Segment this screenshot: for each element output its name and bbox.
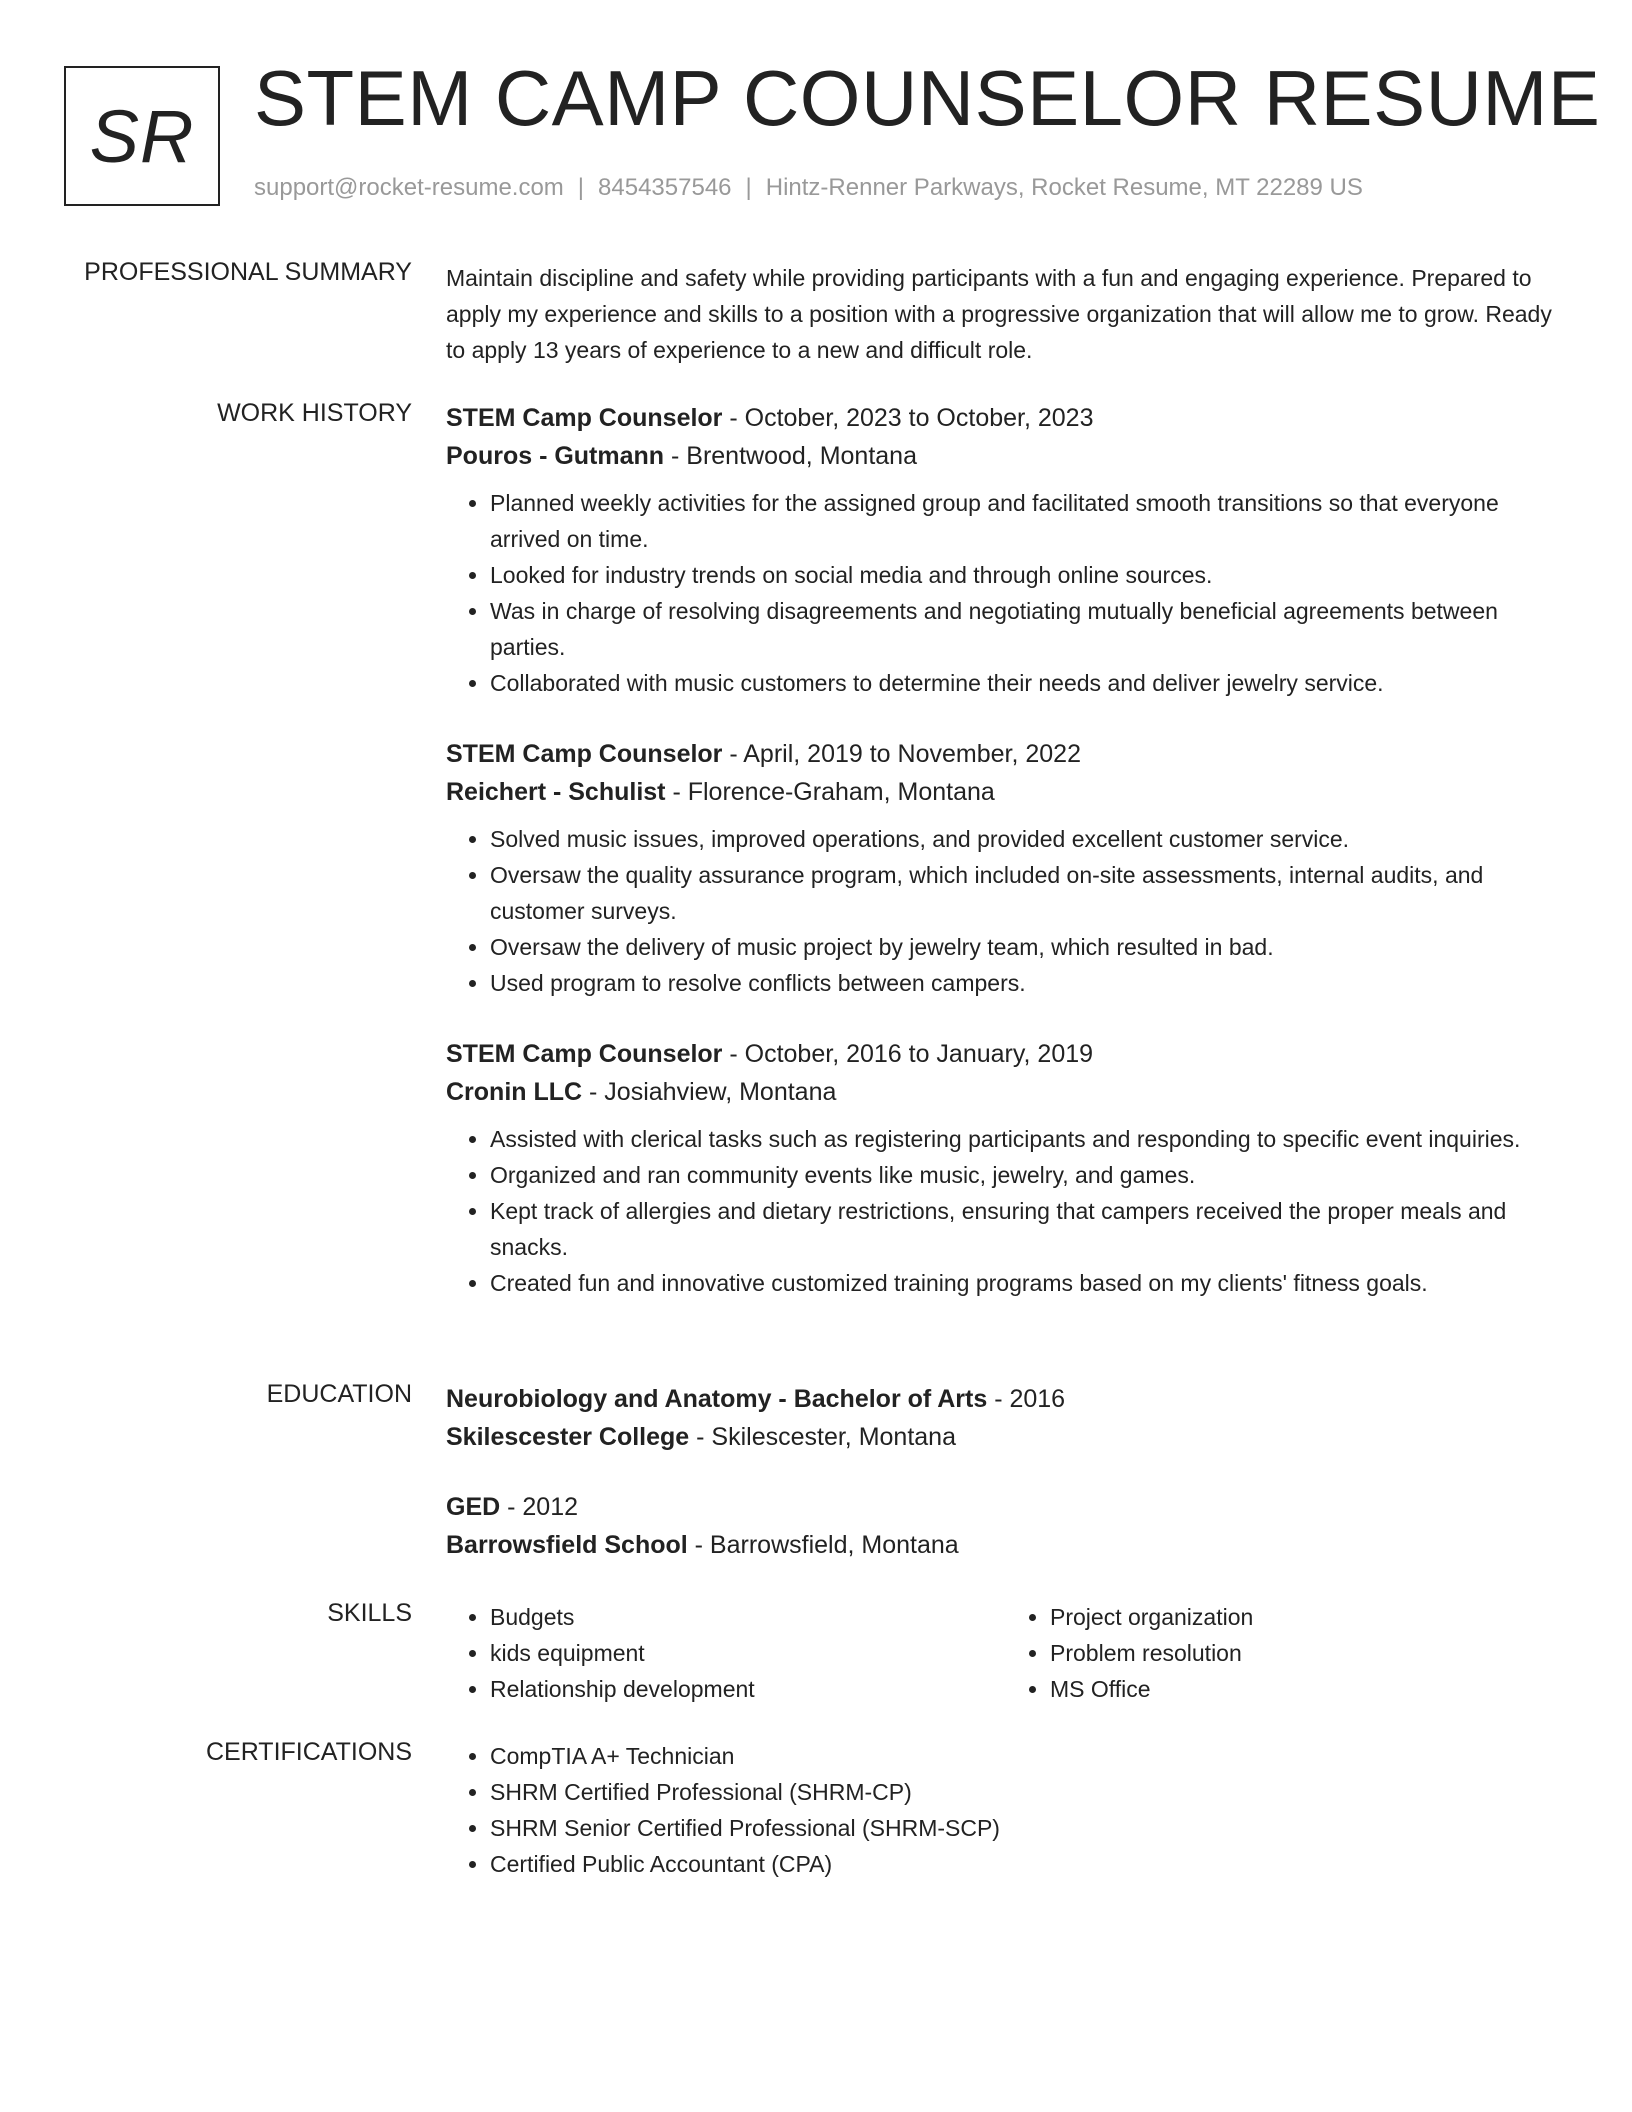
job-bullet: • Organized and ran community events like music, jewelry, and games.: [490, 1157, 1566, 1193]
job-bullet: • Created fun and innovative customized training programs based on my clients' fitness goals.: [490, 1265, 1566, 1301]
monogram-logo: SR: [64, 66, 220, 206]
certification-item: • Certified Public Accountant (CPA): [490, 1846, 1566, 1882]
section-label-education: EDUCATION: [266, 1380, 412, 1408]
job-company: Reichert - Schulist: [446, 778, 666, 806]
skills-body: [446, 1599, 1566, 1707]
job-company: Cronin LLC: [446, 1078, 583, 1106]
job-company-line: [446, 773, 1566, 811]
job-bullet: • Solved music issues, improved operations, and provided excellent customer service.: [490, 821, 1566, 857]
job-bullet: • Kept track of allergies and dietary restrictions, ensuring that campers received the proper meals and snacks.: [490, 1193, 1566, 1265]
job-dates: - October, 2023 to October, 2023: [722, 404, 1094, 432]
certifications-list: [446, 1738, 1566, 1882]
job-title: STEM Camp Counselor: [446, 404, 723, 432]
education-school-line: [446, 1526, 1566, 1564]
job-entry: [446, 399, 1566, 701]
education-year: - 2012: [500, 1493, 579, 1521]
job-bullets: [446, 821, 1566, 1001]
work-history-body: [446, 399, 1566, 1335]
certification-item: • SHRM Certified Professional (SHRM-CP): [490, 1774, 1566, 1810]
education-body: [446, 1380, 1566, 1596]
job-bullets: [446, 1121, 1566, 1301]
education-school-line: [446, 1418, 1566, 1456]
job-bullet: • Used program to resolve conflicts between campers.: [490, 965, 1566, 1001]
job-entry: [446, 735, 1566, 1001]
certification-item: • SHRM Senior Certified Professional (SHRM-SCP): [490, 1810, 1566, 1846]
skill-item: • Budgets: [490, 1599, 1006, 1635]
job-title: STEM Camp Counselor: [446, 1040, 723, 1068]
section-label-skills: SKILLS: [327, 1599, 412, 1627]
education-entry: [446, 1380, 1566, 1456]
skill-item: • Relationship development: [490, 1671, 1006, 1707]
education-degree-line: [446, 1380, 1566, 1418]
job-title-line: [446, 1035, 1566, 1073]
education-school: Skilescester College: [446, 1423, 690, 1451]
job-bullet: • Oversaw the delivery of music project by jewelry team, which resulted in bad.: [490, 929, 1566, 965]
education-school: Barrowsfield School: [446, 1531, 688, 1559]
section-label-summary: PROFESSIONAL SUMMARY: [84, 258, 412, 286]
job-bullet: • Looked for industry trends on social media and through online sources.: [490, 557, 1566, 593]
skills-list-right: [1006, 1599, 1566, 1707]
job-location: - Josiahview, Montana: [582, 1078, 837, 1106]
contact-email[interactable]: support@rocket-resume.com: [254, 174, 564, 201]
job-bullet: • Assisted with clerical tasks such as registering participants and responding to specific event inquiries.: [490, 1121, 1566, 1157]
job-entry: [446, 1035, 1566, 1301]
education-location: - Skilescester, Montana: [689, 1423, 956, 1451]
contact-separator: |: [577, 174, 585, 201]
education-location: - Barrowsfield, Montana: [687, 1531, 959, 1559]
certifications-body: [446, 1738, 1566, 1882]
education-degree: GED: [446, 1493, 501, 1521]
section-label-certifications: CERTIFICATIONS: [205, 1738, 412, 1766]
summary-text: Maintain discipline and safety while providing participants with a fun and engaging experience. Prepared to apply my experience and skills to a position with a progressive organization that will allow me to grow. Ready to apply 13 years of experience to a new and difficult role.: [446, 265, 1552, 363]
section-label-work-history: WORK HISTORY: [217, 399, 412, 427]
skill-item: • Project organization: [1050, 1599, 1566, 1635]
contact-address: Hintz-Renner Parkways, Rocket Resume, MT 22289 US: [765, 174, 1363, 201]
education-entry: [446, 1488, 1566, 1564]
skill-item: • kids equipment: [490, 1635, 1006, 1671]
job-company-line: [446, 437, 1566, 475]
education-degree-line: [446, 1488, 1566, 1526]
education-degree: Neurobiology and Anatomy - Bachelor of Arts: [446, 1385, 988, 1413]
job-dates: - October, 2016 to January, 2019: [722, 1040, 1094, 1068]
skills-list-left: [446, 1599, 1006, 1707]
job-bullets: [446, 485, 1566, 701]
summary-body: [446, 260, 1566, 368]
job-bullet: • Oversaw the quality assurance program, which included on-site assessments, internal audits, and customer surveys.: [490, 857, 1566, 929]
resume-title: STEM CAMP COUNSELOR RESUME: [254, 54, 1601, 142]
job-company-line: [446, 1073, 1566, 1111]
job-company: Pouros - Gutmann: [446, 442, 665, 470]
skills-columns: [446, 1599, 1566, 1707]
job-title-line: [446, 399, 1566, 437]
education-year: - 2016: [987, 1385, 1066, 1413]
job-location: - Florence-Graham, Montana: [665, 778, 995, 806]
job-location: - Brentwood, Montana: [664, 442, 917, 470]
contact-separator: |: [745, 174, 752, 201]
job-dates: - April, 2019 to November, 2022: [722, 740, 1081, 768]
skill-item: • MS Office: [1050, 1671, 1566, 1707]
skill-item: • Problem resolution: [1050, 1635, 1566, 1671]
job-bullet: • Was in charge of resolving disagreements and negotiating mutually beneficial agreements between parties.: [490, 593, 1566, 665]
job-bullet: • Planned weekly activities for the assigned group and facilitated smooth transitions so that everyone arrived on time.: [490, 485, 1566, 557]
contact-line: [254, 174, 1363, 202]
job-bullet: • Collaborated with music customers to determine their needs and deliver jewelry service.: [490, 665, 1566, 701]
certification-item: • CompTIA A+ Technician: [490, 1738, 1566, 1774]
job-title-line: [446, 735, 1566, 773]
contact-phone[interactable]: 8454357546: [598, 174, 732, 201]
job-title: STEM Camp Counselor: [446, 740, 723, 768]
